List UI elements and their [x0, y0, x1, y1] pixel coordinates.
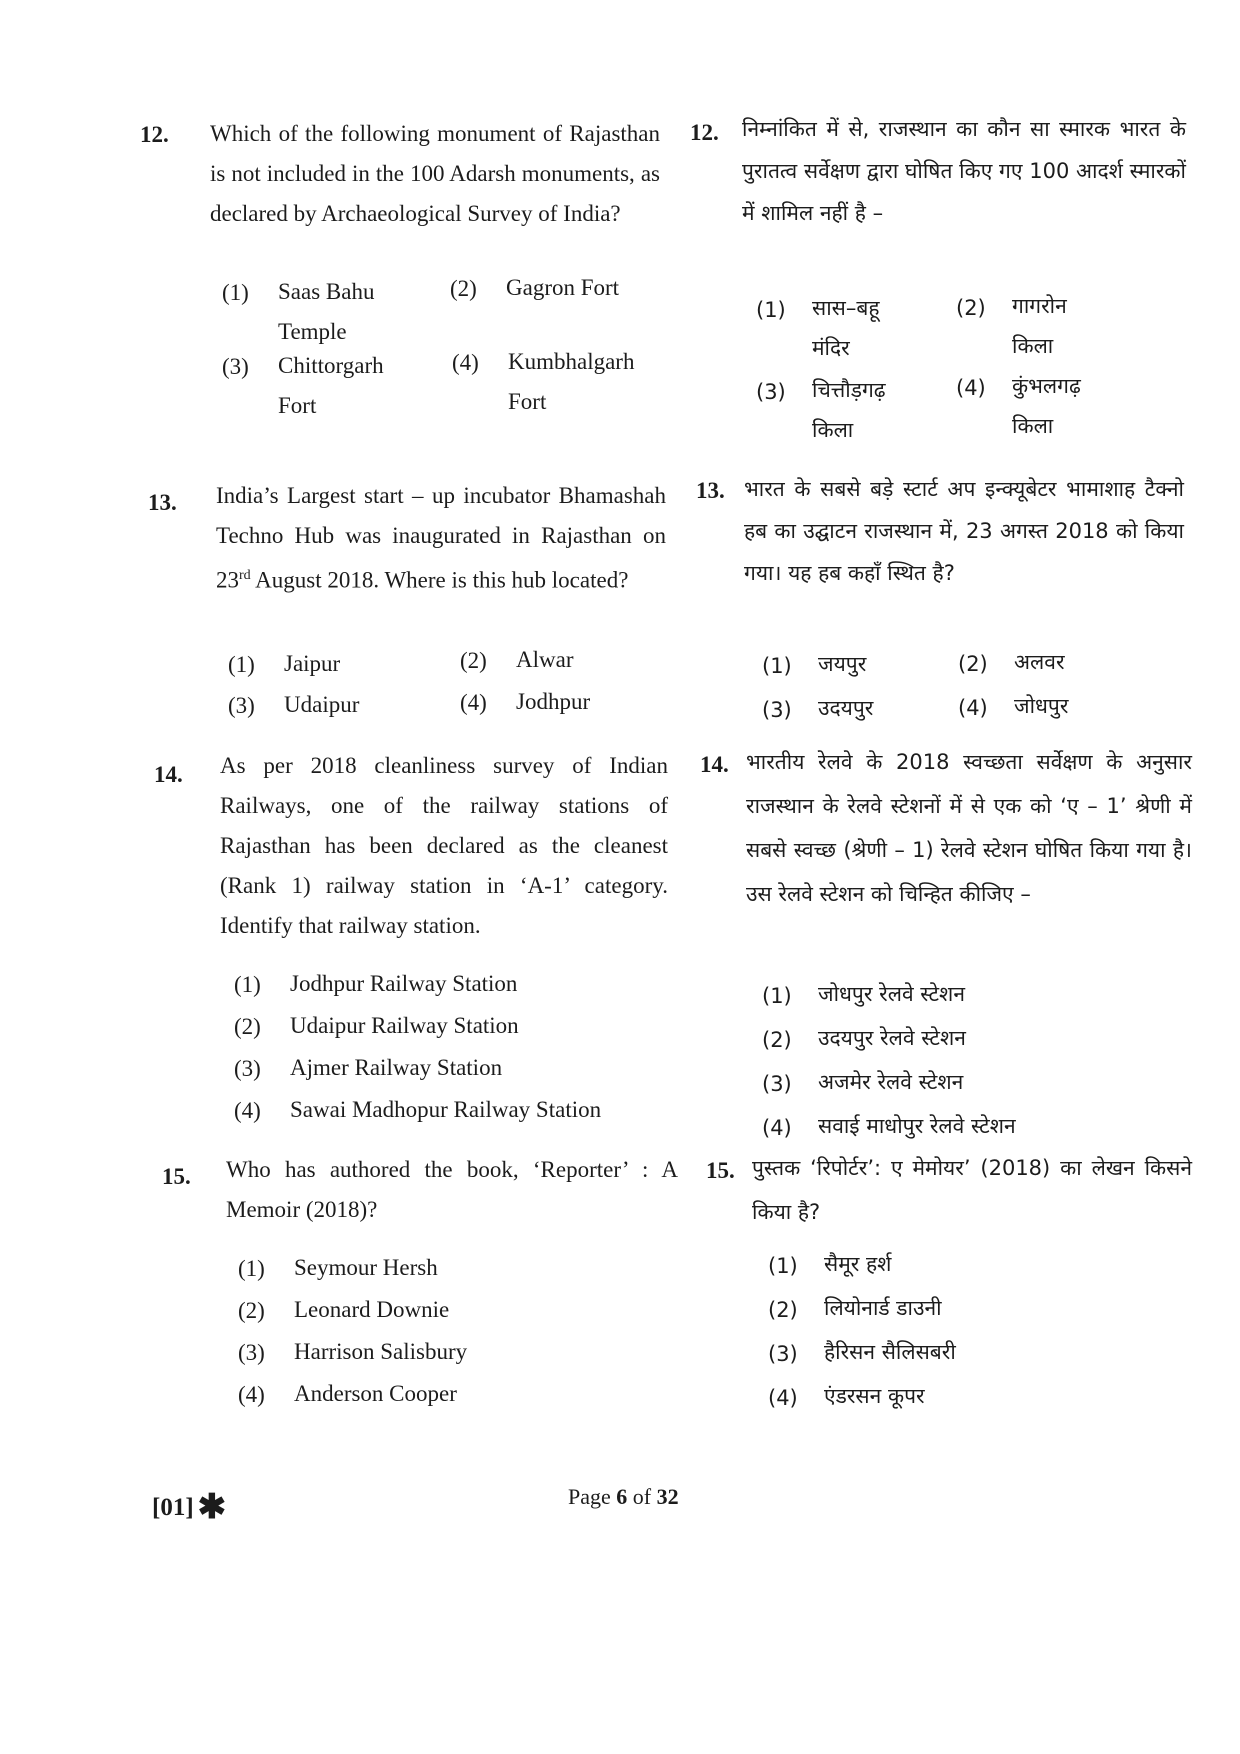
- option-text: Ajmer Railway Station: [290, 1055, 503, 1080]
- option-1[interactable]: [222, 280, 418, 352]
- option-number: (3): [756, 380, 786, 404]
- question-text: पुस्तक ‘रिपोर्टर’: ए मेमोयर’ (2018) का लेखन किसने किया है?: [752, 1156, 1192, 1224]
- option-number: (1): [762, 654, 792, 678]
- question-number: 12.: [140, 122, 169, 147]
- question-text: Who has authored the book, ‘Reporter’ : A Memoir (2018)?: [226, 1157, 678, 1222]
- option-text: Gagron Fort: [506, 275, 620, 300]
- option-4[interactable]: [234, 1098, 674, 1130]
- question-text: [216, 476, 666, 601]
- option-text: सैमूर हर्श: [824, 1252, 892, 1276]
- option-number: (1): [228, 652, 255, 677]
- option-number: (4): [956, 376, 986, 400]
- option-2[interactable]: [460, 648, 660, 680]
- option-text: Udaipur: [284, 692, 360, 717]
- question-number: 15.: [162, 1164, 191, 1189]
- option-number: (2): [234, 1014, 261, 1039]
- option-text: Seymour Hersh: [294, 1255, 438, 1280]
- option-text: Chittorgarh Fort: [278, 353, 384, 418]
- option-3[interactable]: [762, 698, 962, 728]
- option-2[interactable]: [450, 276, 650, 308]
- option-text: गागरोन किला: [1012, 294, 1067, 358]
- ordinal-superscript: rd: [239, 568, 251, 583]
- option-text: Anderson Cooper: [294, 1381, 457, 1406]
- question-text: As per 2018 cleanliness survey of Indian Railways, one of the railway stations of Rajasthan has been declared as the cleanest (Rank 1) railway station in ‘A-1’ category. Identify that railway station.: [220, 753, 668, 938]
- option-text: उदयपुर: [818, 696, 874, 720]
- option-text: Harrison Salisbury: [294, 1339, 468, 1364]
- option-number: (2): [958, 652, 988, 676]
- option-1[interactable]: [762, 984, 1202, 1014]
- option-1[interactable]: [234, 972, 674, 1004]
- question-text: Which of the following monument of Rajasthan is not included in the 100 Adarsh monuments, as declared by Archaeological Survey of India?: [210, 121, 660, 226]
- option-number: (1): [768, 1254, 798, 1278]
- option-text: जयपुर: [818, 652, 867, 676]
- paper-code: [152, 1484, 226, 1524]
- option-1[interactable]: [762, 654, 962, 684]
- option-number: (2): [956, 296, 986, 320]
- question-number: 13.: [148, 490, 177, 515]
- paper-code-label: [01]: [152, 1494, 194, 1521]
- option-number: (4): [238, 1382, 265, 1407]
- option-text: Jodhpur Railway Station: [290, 971, 518, 996]
- option-2[interactable]: [768, 1298, 1208, 1328]
- option-text: सास–बहू मंदिर: [812, 296, 880, 360]
- option-number: (3): [228, 693, 255, 718]
- option-3[interactable]: [762, 1072, 1202, 1102]
- question-text-part: August 2018. Where is this hub located?: [250, 567, 629, 593]
- option-text: एंडरसन कूपर: [824, 1384, 925, 1408]
- option-number: (1): [234, 972, 261, 997]
- option-number: (4): [234, 1098, 261, 1123]
- option-1[interactable]: [238, 1256, 678, 1288]
- option-number: (3): [768, 1342, 798, 1366]
- option-number: (1): [762, 984, 792, 1008]
- option-text: Sawai Madhopur Railway Station: [290, 1097, 602, 1122]
- option-number: (4): [958, 696, 988, 720]
- option-number: (2): [460, 648, 487, 673]
- option-text: Udaipur Railway Station: [290, 1013, 519, 1038]
- page-current: 6: [616, 1484, 628, 1509]
- option-4[interactable]: [958, 696, 1158, 726]
- option-3[interactable]: [238, 1340, 678, 1372]
- option-text: हैरिसन सैलिसबरी: [824, 1340, 956, 1364]
- option-4[interactable]: [768, 1386, 1208, 1416]
- option-4[interactable]: [956, 376, 1156, 446]
- option-text: Leonard Downie: [294, 1297, 450, 1322]
- option-text: Jaipur: [284, 651, 341, 676]
- question-text-part: India’s Largest start – up incubator Bhamashah Techno Hub was inaugurated in Rajasthan on 23: [216, 483, 666, 593]
- option-number: (3): [762, 1072, 792, 1096]
- option-number: (2): [238, 1298, 265, 1323]
- option-number: (3): [762, 698, 792, 722]
- option-text: जोधपुर: [1014, 694, 1069, 718]
- option-3[interactable]: [234, 1056, 674, 1088]
- question-text: भारत के सबसे बड़े स्टार्ट अप इन्क्यूबेटर भामाशाह टैक्नो हब का उद्घाटन राजस्थान में, 23 अगस्त 2018 को किया गया। यह हब कहाँ स्थित है?: [744, 477, 1184, 585]
- option-3[interactable]: [222, 354, 418, 426]
- option-text: Kumbhalgarh Fort: [508, 349, 635, 414]
- option-number: (4): [452, 350, 479, 375]
- option-text: अजमेर रेलवे स्टेशन: [818, 1070, 964, 1094]
- option-1[interactable]: [756, 298, 956, 368]
- page-prefix: Page: [568, 1484, 617, 1509]
- option-number: (1): [756, 298, 786, 322]
- question-text: भारतीय रेलवे के 2018 स्वच्छता सर्वेक्षण के अनुसार राजस्थान के रेलवे स्टेशनों में से एक को ‘ए – 1’ श्रेणी में सबसे स्वच्छ (श्रेणी – 1) रेलवे स्टेशन घोषित किया गया है। उस रेलवे स्टेशन को चिन्हित कीजिए –: [746, 750, 1192, 906]
- option-number: (2): [762, 1028, 792, 1052]
- option-3[interactable]: [228, 693, 428, 725]
- option-number: (3): [238, 1340, 265, 1365]
- question-number: 12.: [690, 120, 719, 145]
- option-number: (2): [768, 1298, 798, 1322]
- option-3[interactable]: [768, 1342, 1208, 1372]
- asterisk-icon: ✱: [197, 1489, 227, 1526]
- question-number: 13.: [696, 478, 725, 503]
- question-text: निम्नांकित में से, राजस्थान का कौन सा स्मारक भारत के पुरातत्व सर्वेक्षण द्वारा घोषित किए गए 100 आदर्श स्मारकों में शामिल नहीं है –: [742, 117, 1186, 225]
- option-text: लियोनार्ड डाउनी: [824, 1296, 942, 1320]
- option-number: (4): [762, 1116, 792, 1140]
- option-4[interactable]: [452, 350, 652, 422]
- question-number: 15.: [706, 1158, 735, 1183]
- option-2[interactable]: [234, 1014, 674, 1046]
- option-2[interactable]: [238, 1298, 678, 1330]
- option-number: (2): [450, 276, 477, 301]
- option-1[interactable]: [228, 652, 428, 684]
- option-number: (4): [460, 690, 487, 715]
- option-4[interactable]: [460, 690, 660, 722]
- option-1[interactable]: [768, 1254, 1208, 1284]
- page-middle: of: [627, 1484, 657, 1509]
- option-text: उदयपुर रेलवे स्टेशन: [818, 1026, 966, 1050]
- option-number: (1): [238, 1256, 265, 1281]
- page-number: [568, 1484, 679, 1510]
- question-number: 14.: [700, 752, 729, 777]
- option-text: सवाई माधोपुर रेलवे स्टेशन: [818, 1114, 1016, 1138]
- option-2[interactable]: [958, 652, 1158, 682]
- option-text: कुंभलगढ़ किला: [1012, 374, 1081, 438]
- option-2[interactable]: [956, 296, 1156, 366]
- option-text: Jodhpur: [516, 689, 591, 714]
- page-total: 32: [656, 1484, 679, 1509]
- option-3[interactable]: [756, 380, 956, 450]
- option-4[interactable]: [762, 1116, 1202, 1146]
- option-text: Alwar: [516, 647, 574, 672]
- option-4[interactable]: [238, 1382, 678, 1414]
- option-text: जोधपुर रेलवे स्टेशन: [818, 982, 965, 1006]
- question-number: 14.: [154, 762, 183, 787]
- option-text: Saas Bahu Temple: [278, 279, 375, 344]
- option-text: चित्तौड़गढ़ किला: [812, 378, 886, 442]
- option-number: (3): [234, 1056, 261, 1081]
- option-text: अलवर: [1014, 650, 1065, 674]
- option-number: (3): [222, 354, 249, 379]
- option-number: (1): [222, 280, 249, 305]
- option-number: (4): [768, 1386, 798, 1410]
- option-2[interactable]: [762, 1028, 1202, 1058]
